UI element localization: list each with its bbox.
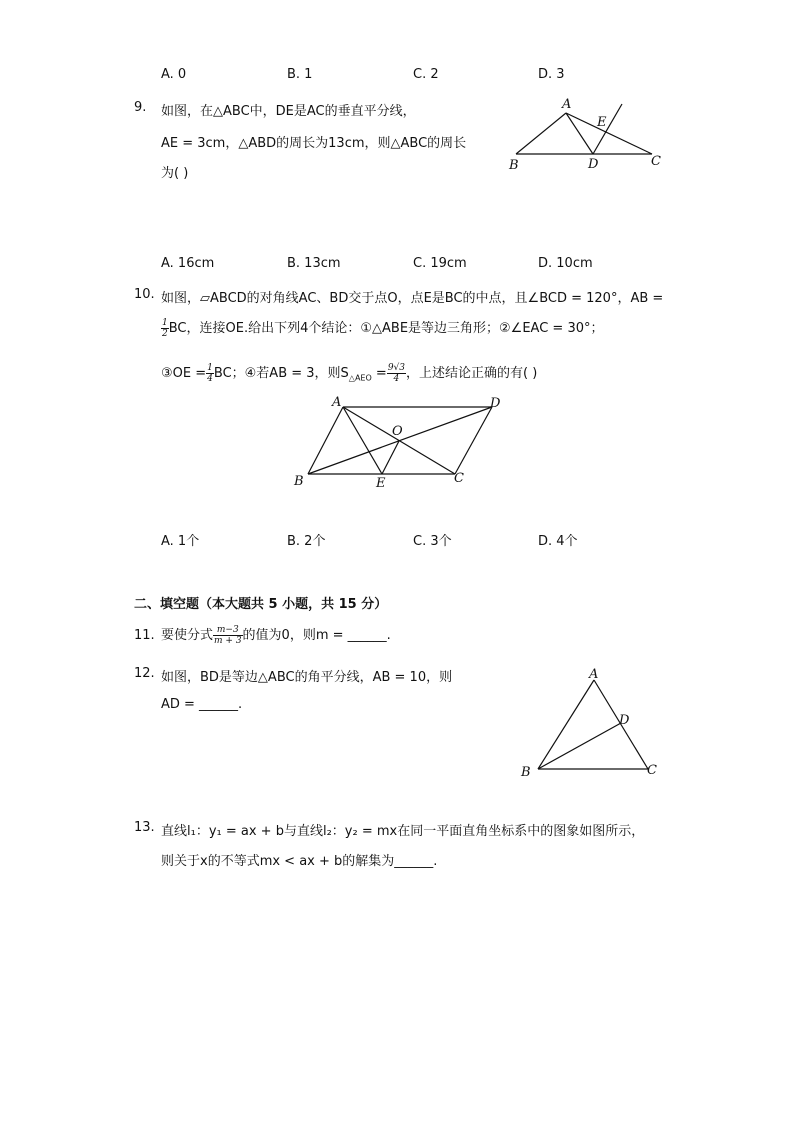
q10-option-d: D. 4个 bbox=[538, 534, 578, 549]
q12-label-b: B bbox=[521, 765, 531, 780]
q10-parallelogram-figure bbox=[285, 390, 510, 495]
q9-text-line3: 为( ) bbox=[161, 166, 189, 181]
q8-option-a: A. 0 bbox=[161, 67, 187, 82]
q10-fraction-half: $\frac{1}{2}$ bbox=[162, 318, 168, 339]
q12-label-a: A bbox=[589, 667, 599, 682]
q10-fraction-quarter: $\frac{1}{4}$ bbox=[207, 363, 213, 384]
q9-option-d: D. 10cm bbox=[538, 256, 593, 271]
q10-label-b: B bbox=[294, 474, 304, 489]
q13-text-line2: 则关于x的不等式mx < ax + b的解集为______. bbox=[161, 854, 438, 869]
q11-fraction: $\frac{m-3}{m + 3}$ bbox=[214, 625, 242, 646]
q10-option-c: C. 3个 bbox=[413, 534, 452, 549]
q12-text-line2: AD = ______. bbox=[161, 697, 243, 712]
q8-option-d: D. 3 bbox=[538, 67, 565, 82]
q12-number: 12. bbox=[134, 666, 155, 681]
q12-label-d: D bbox=[619, 713, 630, 728]
q13-number: 13. bbox=[134, 820, 155, 835]
q12-text-line1: 如图，BD是等边△ABC的角平分线，AB = 10，则 bbox=[161, 670, 453, 685]
q13-text-line1: 直线l₁：y₁ = ax + b与直线l₂：y₂ = mx在同一平面直角坐标系中的图象如图所示， bbox=[161, 824, 645, 839]
q12-label-c: C bbox=[647, 763, 657, 778]
q10-label-c: C bbox=[454, 471, 464, 486]
q10-label-e: E bbox=[376, 476, 386, 491]
q9-triangle-figure bbox=[500, 92, 675, 177]
q9-option-c: C. 19cm bbox=[413, 256, 467, 271]
q10-text-line2: $\frac{1}{2}$ BC，连接OE.给出下列4个结论：①△ABE是等边三角形；②∠EAC = 30°； bbox=[162, 318, 604, 339]
q10-label-a: A bbox=[332, 395, 342, 410]
q8-option-c: C. 2 bbox=[413, 67, 439, 82]
q10-option-b: B. 2个 bbox=[287, 534, 326, 549]
q10-label-d: D bbox=[490, 396, 501, 411]
q9-label-a: A bbox=[562, 97, 572, 112]
q10-fraction-area: $\frac{9√3}{4}$ bbox=[387, 363, 405, 384]
q9-text-line2: AE = 3cm，△ABD的周长为13cm，则△ABC的周长 bbox=[161, 136, 467, 151]
q10-number: 10. bbox=[134, 287, 155, 302]
q10-text-line3: ③OE = $\frac{1}{4}$ BC；④若AB = 3，则$S_{\triangle AEO}$ = $\frac{9√3}{4}$ ，上述结论正确的有( ) bbox=[161, 363, 538, 384]
q9-label-d: D bbox=[588, 157, 599, 172]
q9-label-c: C bbox=[651, 154, 661, 169]
q9-label-e: E bbox=[597, 115, 607, 130]
q9-option-b: B. 13cm bbox=[287, 256, 341, 271]
q9-number: 9. bbox=[134, 100, 147, 115]
q11-text: 要使分式 $\frac{m-3}{m + 3}$ 的值为0，则m = ______. bbox=[161, 625, 391, 646]
q8-option-b: B. 1 bbox=[287, 67, 313, 82]
q10-label-o: O bbox=[392, 424, 403, 439]
q9-label-b: B bbox=[509, 158, 519, 173]
q9-text-line1: 如图，在△ABC中，DE是AC的垂直平分线， bbox=[161, 104, 416, 119]
q10-option-a: A. 1个 bbox=[161, 534, 200, 549]
q10-text-line1: 如图，▱ABCD的对角线AC、BD交于点O，点E是BC的中点，且∠BCD = 120°，AB = bbox=[161, 291, 664, 306]
q9-option-a: A. 16cm bbox=[161, 256, 215, 271]
q12-triangle-figure bbox=[510, 662, 670, 784]
q11-number: 11. bbox=[134, 628, 155, 643]
section-heading-fill-in: 二、填空题（本大题共 5 小题，共 15 分） bbox=[134, 597, 388, 612]
